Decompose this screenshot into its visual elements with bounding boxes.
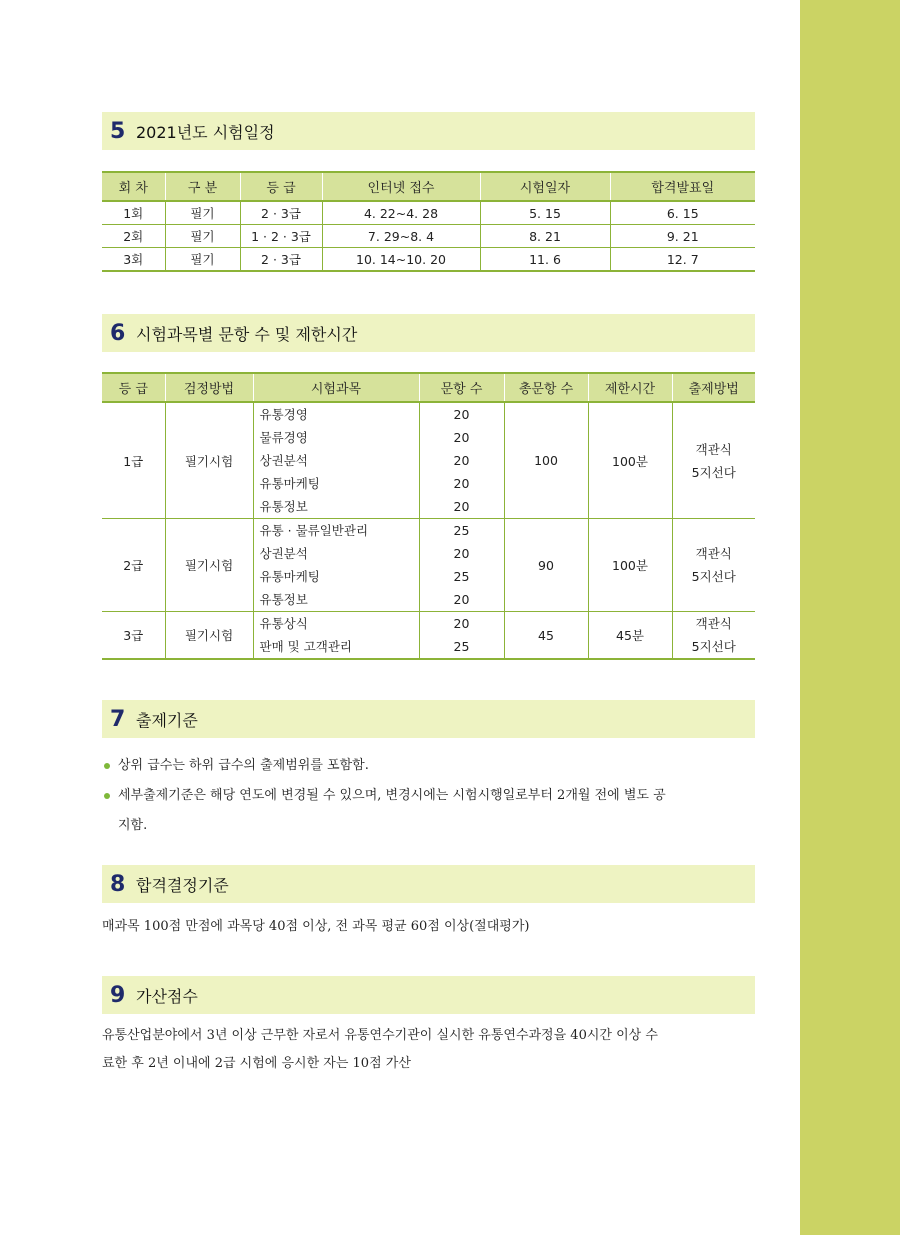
paragraph-line: 료한 후 2년 이내에 2급 시험에 응시한 자는 10점 가산: [102, 1056, 411, 1071]
table-cell: 2 · 3급: [240, 248, 322, 272]
method-cell: 필기시험: [165, 612, 253, 660]
section-number: 8: [110, 871, 126, 897]
table-row-grade2: [102, 519, 755, 612]
grade-cell: 2급: [102, 519, 165, 612]
section-title: 합격결정기준: [136, 875, 229, 895]
header-cell: 합격발표일: [610, 172, 755, 201]
subject-item: 유통경영: [259, 407, 308, 422]
format-cell: [672, 402, 755, 519]
table-cell: 7. 29~8. 4: [322, 225, 480, 248]
grade-cell: 3급: [102, 612, 165, 660]
subjects-cell: [253, 612, 419, 660]
table-cell: 10. 14~10. 20: [322, 248, 480, 272]
subject-item: 유통 · 물류일반관리: [259, 523, 369, 538]
bullet-icon: [104, 763, 110, 769]
time-cell: 45분: [588, 612, 672, 660]
side-bar: [800, 0, 900, 1235]
table-cell: 필기: [165, 225, 240, 248]
count-item: 25: [453, 639, 470, 654]
list-item-text: 지함.: [118, 818, 148, 833]
count-item: 25: [453, 569, 470, 584]
format-item: 객관식: [695, 616, 732, 631]
total-cell: 90: [504, 519, 588, 612]
format-item: 5지선다: [691, 569, 736, 584]
subject-item: 상권분석: [259, 546, 308, 561]
subject-item: 유통마케팅: [259, 476, 320, 491]
list-item-continuation: [102, 813, 762, 839]
table-row: [102, 225, 755, 248]
format-item: 객관식: [695, 546, 732, 561]
table-header-row: [102, 172, 755, 201]
time-cell: 100분: [588, 402, 672, 519]
subject-item: 판매 및 고객관리: [259, 639, 352, 654]
table-cell: 필기: [165, 248, 240, 272]
schedule-table: [102, 171, 755, 272]
section-number: 7: [110, 706, 126, 732]
header-cell: 회 차: [102, 172, 165, 201]
count-item: 20: [453, 499, 470, 514]
grade-cell: 1급: [102, 402, 165, 519]
subject-item: 상권분석: [259, 453, 308, 468]
header-cell: 구 분: [165, 172, 240, 201]
section-header-bonus: [102, 976, 755, 1014]
subjects-cell: [253, 402, 419, 519]
count-item: 20: [453, 476, 470, 491]
section-header-pass-criteria: [102, 865, 755, 903]
list-item-text: 세부출제기준은 해당 연도에 변경될 수 있으며, 변경시에는 시험시행일로부터 2개월 전에 별도 공: [118, 788, 666, 803]
subject-item: 유통마케팅: [259, 569, 320, 584]
section-number: 9: [110, 982, 126, 1008]
count-item: 25: [453, 523, 470, 538]
section-title: 출제기준: [136, 710, 198, 730]
header-cell: 등 급: [102, 373, 165, 402]
count-item: 20: [453, 592, 470, 607]
format-item: 5지선다: [691, 464, 736, 480]
table-row-grade1: [102, 402, 755, 519]
format-cell: [672, 612, 755, 660]
section-title: 시험과목별 문항 수 및 제한시간: [136, 324, 358, 344]
format-item: 객관식: [695, 441, 732, 457]
header-cell: 등 급: [240, 172, 322, 201]
table-cell: 9. 21: [610, 225, 755, 248]
subject-item: 유통정보: [259, 499, 308, 514]
subject-item: 유통정보: [259, 592, 308, 607]
list-item: [102, 783, 762, 809]
table-cell: 4. 22~4. 28: [322, 201, 480, 225]
format-cell: [672, 519, 755, 612]
counts-cell: [419, 612, 504, 660]
table-cell: 8. 21: [480, 225, 610, 248]
table-cell: 3회: [102, 248, 165, 272]
time-cell: 100분: [588, 519, 672, 612]
table-header-row: [102, 373, 755, 402]
section-title: 2021년도 시험일정: [136, 122, 275, 142]
header-cell: 출제방법: [672, 373, 755, 402]
header-cell: 제한시간: [588, 373, 672, 402]
count-item: 20: [453, 407, 470, 422]
bonus-text: [102, 1022, 762, 1078]
count-item: 20: [453, 430, 470, 445]
pass-criteria-text: [102, 913, 762, 941]
paragraph-line: 유통산업분야에서 3년 이상 근무한 자로서 유통연수기관이 실시한 유통연수과정을 40시간 이상 수: [102, 1028, 658, 1043]
header-cell: 시험과목: [253, 373, 419, 402]
method-cell: 필기시험: [165, 402, 253, 519]
table-cell: 12. 7: [610, 248, 755, 272]
list-item-text: 상위 급수는 하위 급수의 출제범위를 포함함.: [118, 758, 369, 773]
criteria-list: [102, 753, 762, 839]
subjects-cell: [253, 519, 419, 612]
total-cell: 100: [504, 402, 588, 519]
header-cell: 시험일자: [480, 172, 610, 201]
header-cell: 검정방법: [165, 373, 253, 402]
method-cell: 필기시험: [165, 519, 253, 612]
section-number: 6: [110, 320, 126, 346]
table-cell: 1회: [102, 201, 165, 225]
section-number: 5: [110, 118, 126, 144]
table-cell: 2 · 3급: [240, 201, 322, 225]
table-row: [102, 248, 755, 272]
subjects-table: [102, 372, 755, 660]
total-cell: 45: [504, 612, 588, 660]
section-header-criteria: [102, 700, 755, 738]
table-cell: 5. 15: [480, 201, 610, 225]
paragraph-line: 매과목 100점 만점에 과목당 40점 이상, 전 과목 평균 60점 이상(절대평가): [102, 919, 530, 934]
count-item: 20: [453, 616, 470, 631]
counts-cell: [419, 402, 504, 519]
table-row: [102, 201, 755, 225]
table-cell: 2회: [102, 225, 165, 248]
count-item: 20: [453, 453, 470, 468]
section-title: 가산점수: [136, 986, 198, 1006]
count-item: 20: [453, 546, 470, 561]
table-cell: 필기: [165, 201, 240, 225]
table-cell: 6. 15: [610, 201, 755, 225]
format-item: 5지선다: [691, 639, 736, 654]
counts-cell: [419, 519, 504, 612]
table-cell: 11. 6: [480, 248, 610, 272]
header-cell: 총문항 수: [504, 373, 588, 402]
header-cell: 인터넷 접수: [322, 172, 480, 201]
bullet-icon: [104, 793, 110, 799]
section-header-subjects: [102, 314, 755, 352]
table-row-grade3: [102, 612, 755, 660]
subject-item: 유통상식: [259, 616, 308, 631]
header-cell: 문항 수: [419, 373, 504, 402]
subject-item: 물류경영: [259, 430, 308, 445]
list-item: [102, 753, 762, 779]
table-cell: 1 · 2 · 3급: [240, 225, 322, 248]
section-header-schedule: [102, 112, 755, 150]
